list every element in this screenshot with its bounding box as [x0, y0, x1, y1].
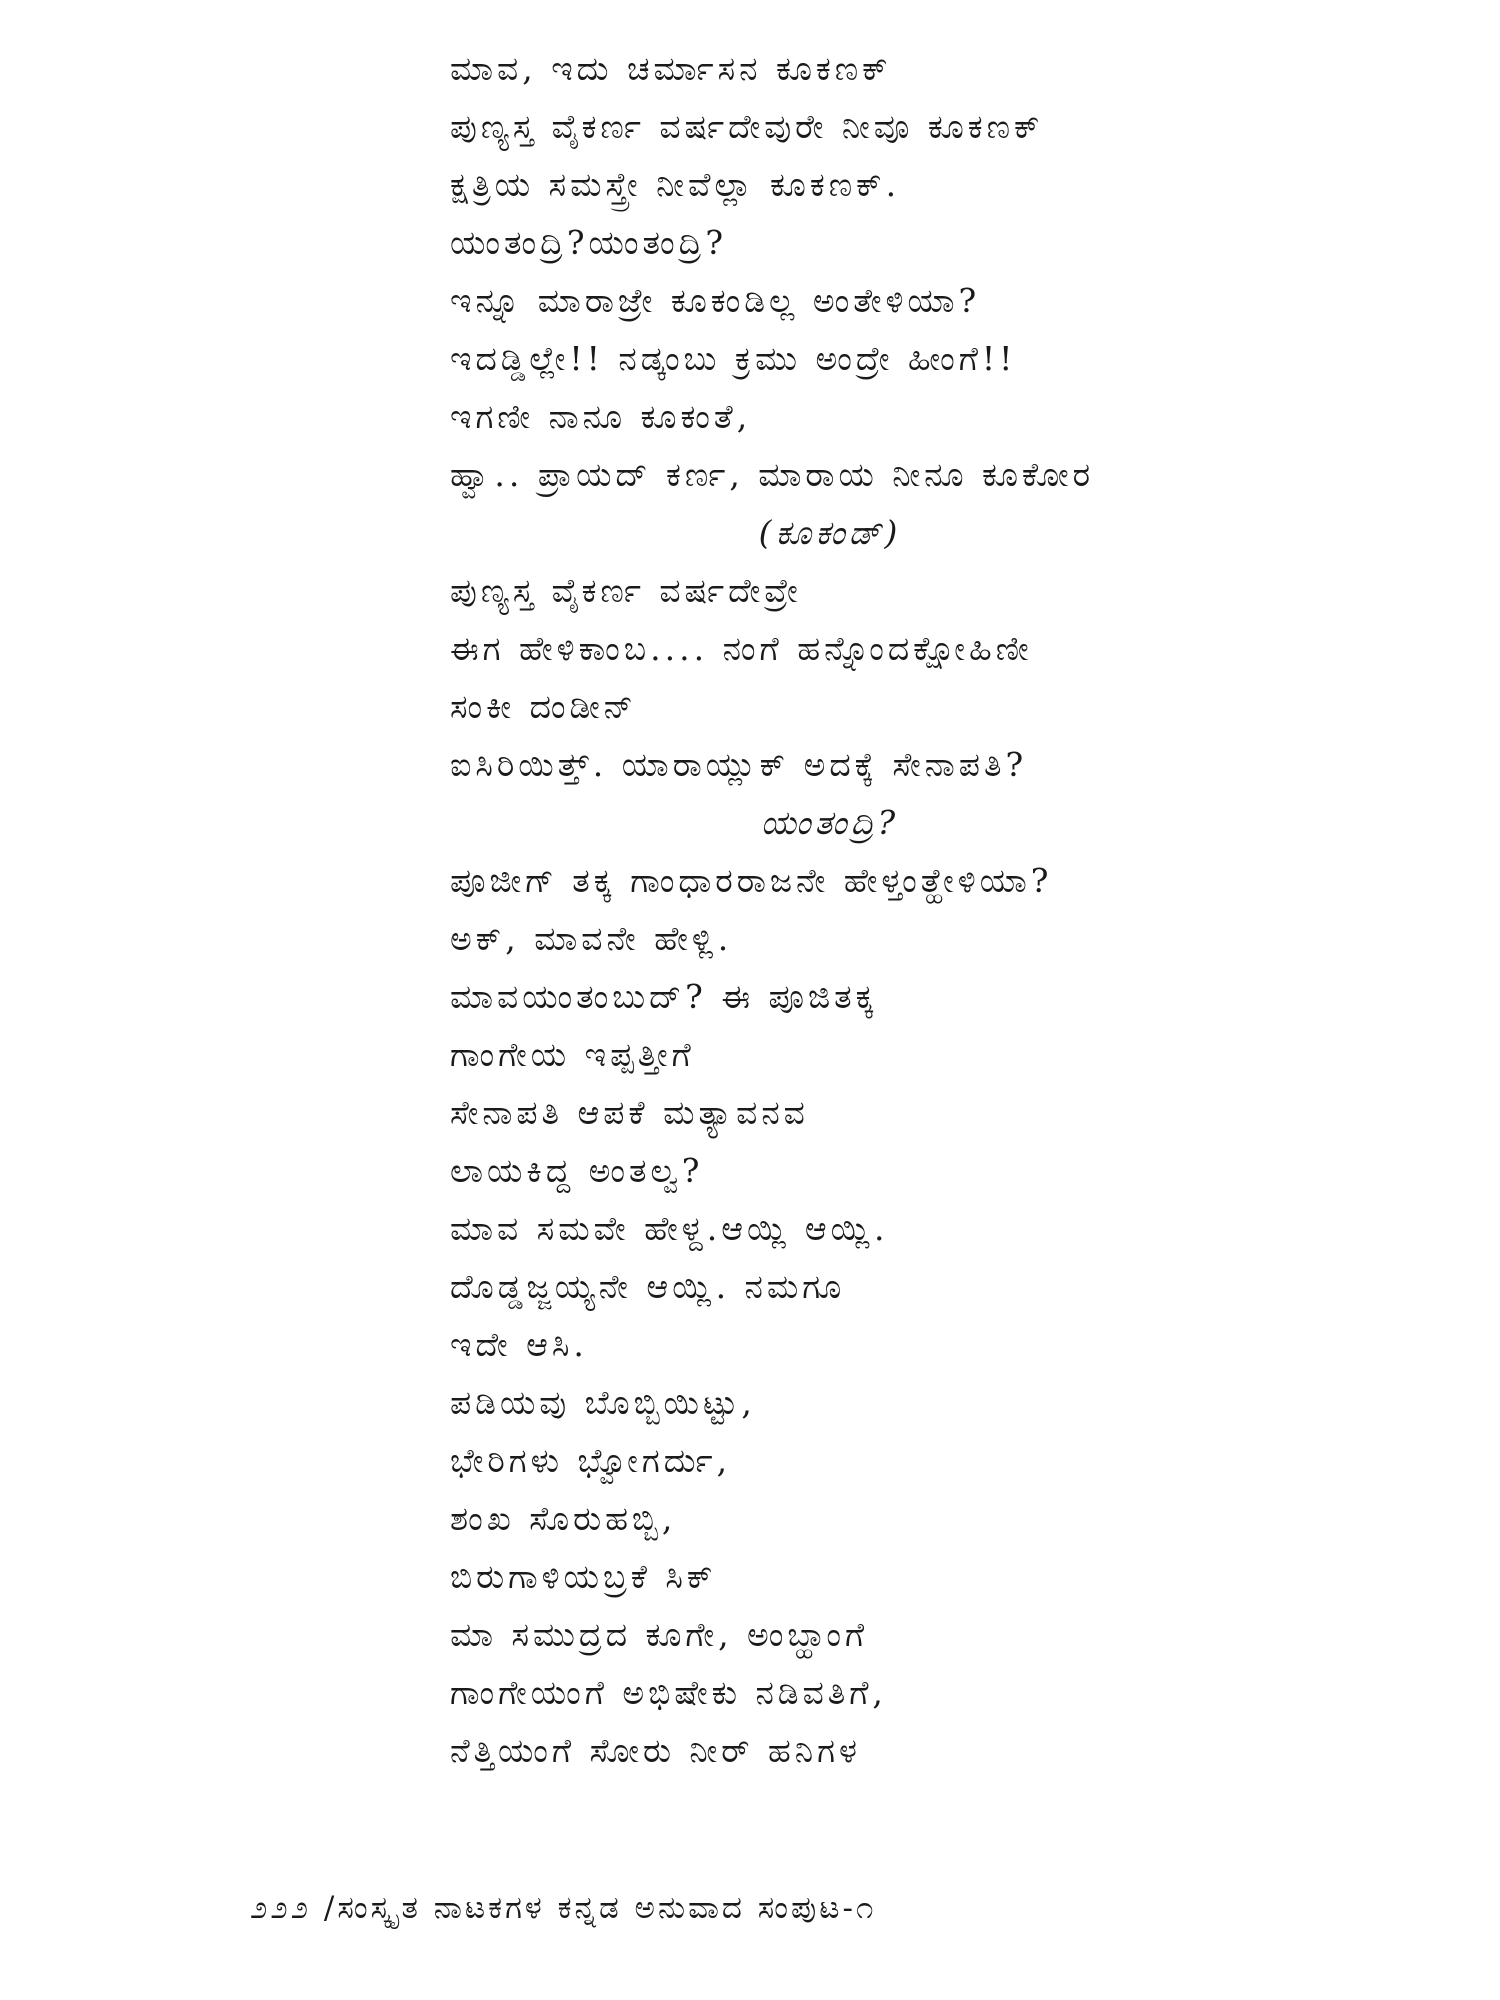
- verse-line: ಗಾಂಗೇಯಂಗೆ ಅಭಿಷೇಕು ನಡಿವತಿಗೆ,: [450, 1673, 887, 1712]
- verse-line: ಪಡಿಯವು ಬೊಬ್ಬಿಯಿಟ್ಟು,: [450, 1383, 756, 1422]
- verse-line: ಈಗ ಹೇಳಿಕಾಂಬ.... ನಂಗೆ ಹನ್ನೊಂದಕ್ಷೋಹಿಣೀ: [450, 629, 1033, 668]
- verse-lines: [450, 40, 1350, 1780]
- verse-line: ಇದಡ್ಡಿಲ್ಲೇ!! ನಡ್ಕಂಬು ಕ್ರಮು ಅಂದ್ರೇ ಹೀಂಗೆ!!: [450, 339, 1017, 378]
- verse-line: ನೆತ್ತಿಯಂಗೆ ಸೋರು ನೀರ್ ಹನಿಗಳ: [450, 1731, 861, 1770]
- page-footer: ೨೨೨ /ಸಂಸ್ಕೃತ ನಾಟಕಗಳ ಕನ್ನಡ ಅನುವಾದ ಸಂಪುಟ-೧: [250, 1890, 877, 1926]
- verse-line: ಲಾಯಕಿದ್ದ ಅಂತಲ್ವ?: [450, 1151, 704, 1190]
- verse-line: ಅಕ್, ಮಾವನೇ ಹೇಳ್ಲಿ.: [450, 919, 733, 958]
- verse-line: ಪೂಜೀಗ್ ತಕ್ಕ ಗಾಂಧಾರರಾಜನೇ ಹೇಳ್ತಂತ್ಹೇಳಿಯಾ?: [450, 861, 1053, 900]
- verse-line: ಬಿರುಗಾಳಿಯಬ್ರಕೆ ಸಿಕ್: [450, 1557, 717, 1596]
- verse-line: ಮಾ ಸಮುದ್ರದ ಕೂಗೇ, ಅಂಬ್ಹಾಂಗೆ: [450, 1615, 869, 1654]
- verse-line: ಪುಣ್ಯಸ್ತ ವೈಕರ್ಣ ವರ್ಷದೇವ್ರೇ: [450, 571, 802, 610]
- verse-line: ಇಗಣೀ ನಾನೂ ಕೂಕಂತೆ,: [450, 397, 752, 436]
- verse-line: ಇನ್ನೂ ಮಾರಾಜ್ರೇ ಕೂಕಂಡಿಲ್ಲ ಅಂತೇಳಿಯಾ?: [450, 281, 981, 320]
- verse-line: ಗಾಂಗೇಯ ಇಪ್ಪತ್ತೀಗೆ: [450, 1035, 695, 1074]
- verse-line: ಸೇನಾಪತಿ ಆಪಕೆ ಮತ್ಯಾವನವ: [450, 1093, 809, 1132]
- verse-line: ಕ್ಷತ್ರಿಯ ಸಮಸ್ತ್ರೇ ನೀವೆಲ್ಲಾ ಕೂಕಣಕ್.: [450, 165, 901, 204]
- stage-direction: (ಕೂಕಂಡ್): [758, 513, 902, 552]
- verse-line: ಇದೇ ಆಸಿ.: [450, 1325, 588, 1364]
- verse-line: ಸಂಕೀ ದಂಡೀನ್: [450, 687, 637, 726]
- verse-line: ಮಾವ, ಇದು ಚರ್ಮಾಸನ ಕೂಕಣಕ್: [450, 49, 892, 88]
- verse-line: ಪುಣ್ಯಸ್ತ ವೈಕರ್ಣ ವರ್ಷದೇವುರೇ ನೀವೂ ಕೂಕಣಕ್: [450, 107, 1044, 146]
- verse-line: ಐಸಿರಿಯಿತ್ತ್. ಯಾರಾಯ್ಲುಕ್ ಅದಕ್ಕೆ ಸೇನಾಪತಿ?: [450, 745, 1028, 784]
- verse-line: ಯಂತಂದ್ರಿ?ಯಂತಂದ್ರಿ?: [450, 223, 728, 262]
- verse-line: ಶಂಖ ಸೊರುಹಬ್ಬಿ,: [450, 1499, 677, 1538]
- verse-line: ಹ್ವಾ.. ಪ್ರಾಯದ್ ಕರ್ಣ, ಮಾರಾಯ ನೀನೂ ಕೂಕೋರ: [450, 455, 1095, 494]
- verse-line: ಮಾವಯಂತಂಬುದ್? ಈ ಪೂಜಿತಕ್ಕ: [450, 977, 878, 1016]
- verse-line: ದೊಡ್ಡಜ್ಜಯ್ಯನೇ ಆಯ್ಲಿ. ನಮಗೂ: [450, 1267, 846, 1306]
- verse-line: ಭೇರಿಗಳು ಭ್ವೋಗರ್ದು,: [450, 1441, 732, 1480]
- stage-direction: ಯಂತಂದ್ರಿ?: [760, 803, 900, 842]
- verse-line: ಮಾವ ಸಮವೇ ಹೇಳ್ದ.ಆಯ್ಲಿ ಆಯ್ಲಿ.: [450, 1209, 889, 1248]
